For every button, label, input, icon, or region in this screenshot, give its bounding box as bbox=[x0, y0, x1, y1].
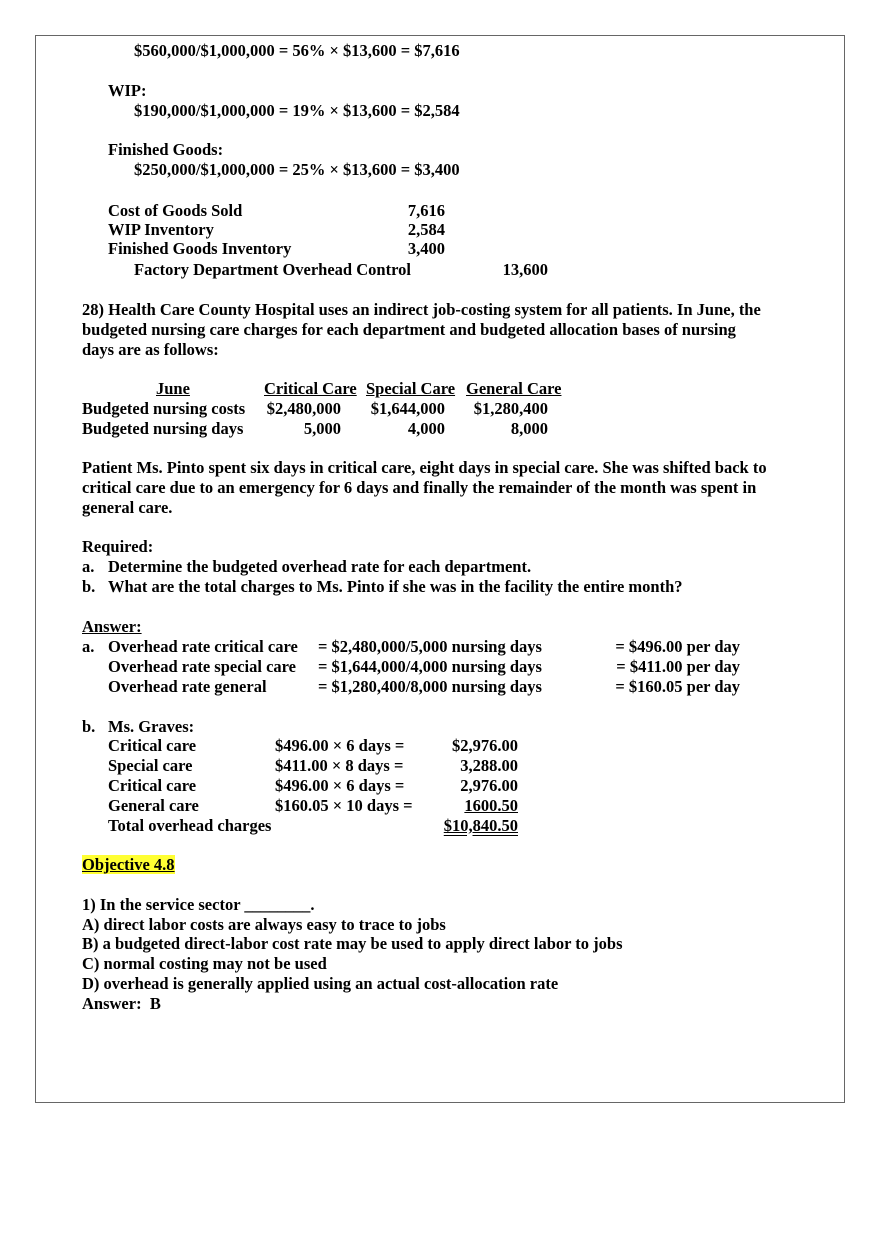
required-marker: b. bbox=[82, 577, 96, 596]
rate-label: Overhead rate critical care bbox=[108, 637, 298, 656]
journal-debit: 3,400 bbox=[407, 239, 445, 258]
charge-label: General care bbox=[108, 796, 199, 815]
charge-label: Critical care bbox=[108, 776, 197, 795]
patient-line: Patient Ms. Pinto spent six days in critical care, eight days in special care. She was shifted back to bbox=[82, 458, 767, 477]
charge-amount: 1600.50 bbox=[464, 796, 518, 815]
charge-calc: $160.05 × 10 days = bbox=[275, 796, 413, 815]
charge-amount: 3,288.00 bbox=[460, 756, 518, 775]
finished-goods-label: Finished Goods: bbox=[108, 140, 224, 159]
question-option: C) normal costing may not be used bbox=[82, 954, 327, 973]
patient-line: general care. bbox=[82, 498, 173, 517]
journal-credit-account: Factory Department Overhead Control bbox=[134, 260, 411, 279]
journal-account: Cost of Goods Sold bbox=[108, 201, 243, 220]
table-header-special: Special Care bbox=[366, 379, 456, 398]
rate-calc: = $1,644,000/4,000 nursing days bbox=[318, 657, 542, 676]
charge-calc: $496.00 × 6 days = bbox=[275, 736, 405, 755]
table-cell: $1,280,400 bbox=[473, 399, 548, 418]
total-label: Total overhead charges bbox=[108, 816, 272, 835]
question-option: A) direct labor costs are always easy to trace to jobs bbox=[82, 915, 446, 934]
problem-intro-line: budgeted nursing care charges for each department and budgeted allocation bases of nursing bbox=[82, 320, 736, 339]
problem-intro-line: 28) Health Care County Hospital uses an indirect job-costing system for all patients. In June, the bbox=[82, 300, 761, 319]
answer-b-marker: b. bbox=[82, 717, 96, 736]
table-cell: $1,644,000 bbox=[370, 399, 445, 418]
answer-a-marker: a. bbox=[82, 637, 95, 656]
charge-calc: $496.00 × 6 days = bbox=[275, 776, 405, 795]
table-header-general: General Care bbox=[466, 379, 562, 398]
required-item: What are the total charges to Ms. Pinto if she was in the facility the entire month? bbox=[108, 577, 683, 596]
allocation-line-cogs: $560,000/$1,000,000 = 56% × $13,600 = $7,616 bbox=[134, 41, 460, 60]
rate-calc: = $1,280,400/8,000 nursing days bbox=[318, 677, 542, 696]
question-answer: Answer: B bbox=[82, 994, 161, 1013]
answer-b-title: Ms. Graves: bbox=[108, 717, 195, 736]
question-option: D) overhead is generally applied using an actual cost-allocation rate bbox=[82, 974, 559, 993]
required-item: Determine the budgeted overhead rate for each department. bbox=[108, 557, 532, 576]
rate-label: Overhead rate special care bbox=[108, 657, 297, 676]
objective-label: Objective 4.8 bbox=[82, 855, 175, 874]
question-stem: 1) In the service sector ________. bbox=[82, 895, 315, 914]
charge-label: Special care bbox=[108, 756, 193, 775]
table-header-critical: Critical Care bbox=[264, 379, 357, 398]
required-label: Required: bbox=[82, 537, 154, 556]
table-row-label: Budgeted nursing costs bbox=[82, 399, 246, 418]
question-option: B) a budgeted direct-labor cost rate may be used to apply direct labor to jobs bbox=[82, 934, 623, 953]
answer-label: Answer: bbox=[82, 617, 142, 636]
table-cell: 5,000 bbox=[303, 419, 341, 438]
table-cell: 4,000 bbox=[407, 419, 445, 438]
patient-line: critical care due to an emergency for 6 days and finally the remainder of the month was spent in bbox=[82, 478, 757, 497]
rate-result: = $160.05 per day bbox=[615, 677, 740, 696]
journal-debit: 2,584 bbox=[407, 220, 445, 239]
charge-amount: $2,976.00 bbox=[452, 736, 518, 755]
table-header-june: June bbox=[156, 379, 190, 398]
allocation-line-wip: $190,000/$1,000,000 = 19% × $13,600 = $2,584 bbox=[134, 101, 460, 120]
table-row-label: Budgeted nursing days bbox=[82, 419, 244, 438]
journal-account: Finished Goods Inventory bbox=[108, 239, 292, 258]
journal-debit: 7,616 bbox=[407, 201, 445, 220]
allocation-line-fg: $250,000/$1,000,000 = 25% × $13,600 = $3,400 bbox=[134, 160, 460, 179]
journal-credit-amount: 13,600 bbox=[502, 260, 548, 279]
rate-result: = $411.00 per day bbox=[616, 657, 740, 676]
journal-account: WIP Inventory bbox=[108, 220, 214, 239]
objective-heading bbox=[82, 855, 175, 875]
rate-result: = $496.00 per day bbox=[615, 637, 740, 656]
table-cell: 8,000 bbox=[510, 419, 548, 438]
charge-label: Critical care bbox=[108, 736, 197, 755]
wip-label: WIP: bbox=[108, 81, 147, 100]
table-cell: $2,480,000 bbox=[266, 399, 341, 418]
rate-calc: = $2,480,000/5,000 nursing days bbox=[318, 637, 542, 656]
required-marker: a. bbox=[82, 557, 95, 576]
total-amount: $10,840.50 bbox=[443, 816, 518, 835]
rate-label: Overhead rate general bbox=[108, 677, 267, 696]
charge-calc: $411.00 × 8 days = bbox=[275, 756, 404, 775]
charge-amount: 2,976.00 bbox=[460, 776, 518, 795]
problem-intro-line: days are as follows: bbox=[82, 340, 219, 359]
